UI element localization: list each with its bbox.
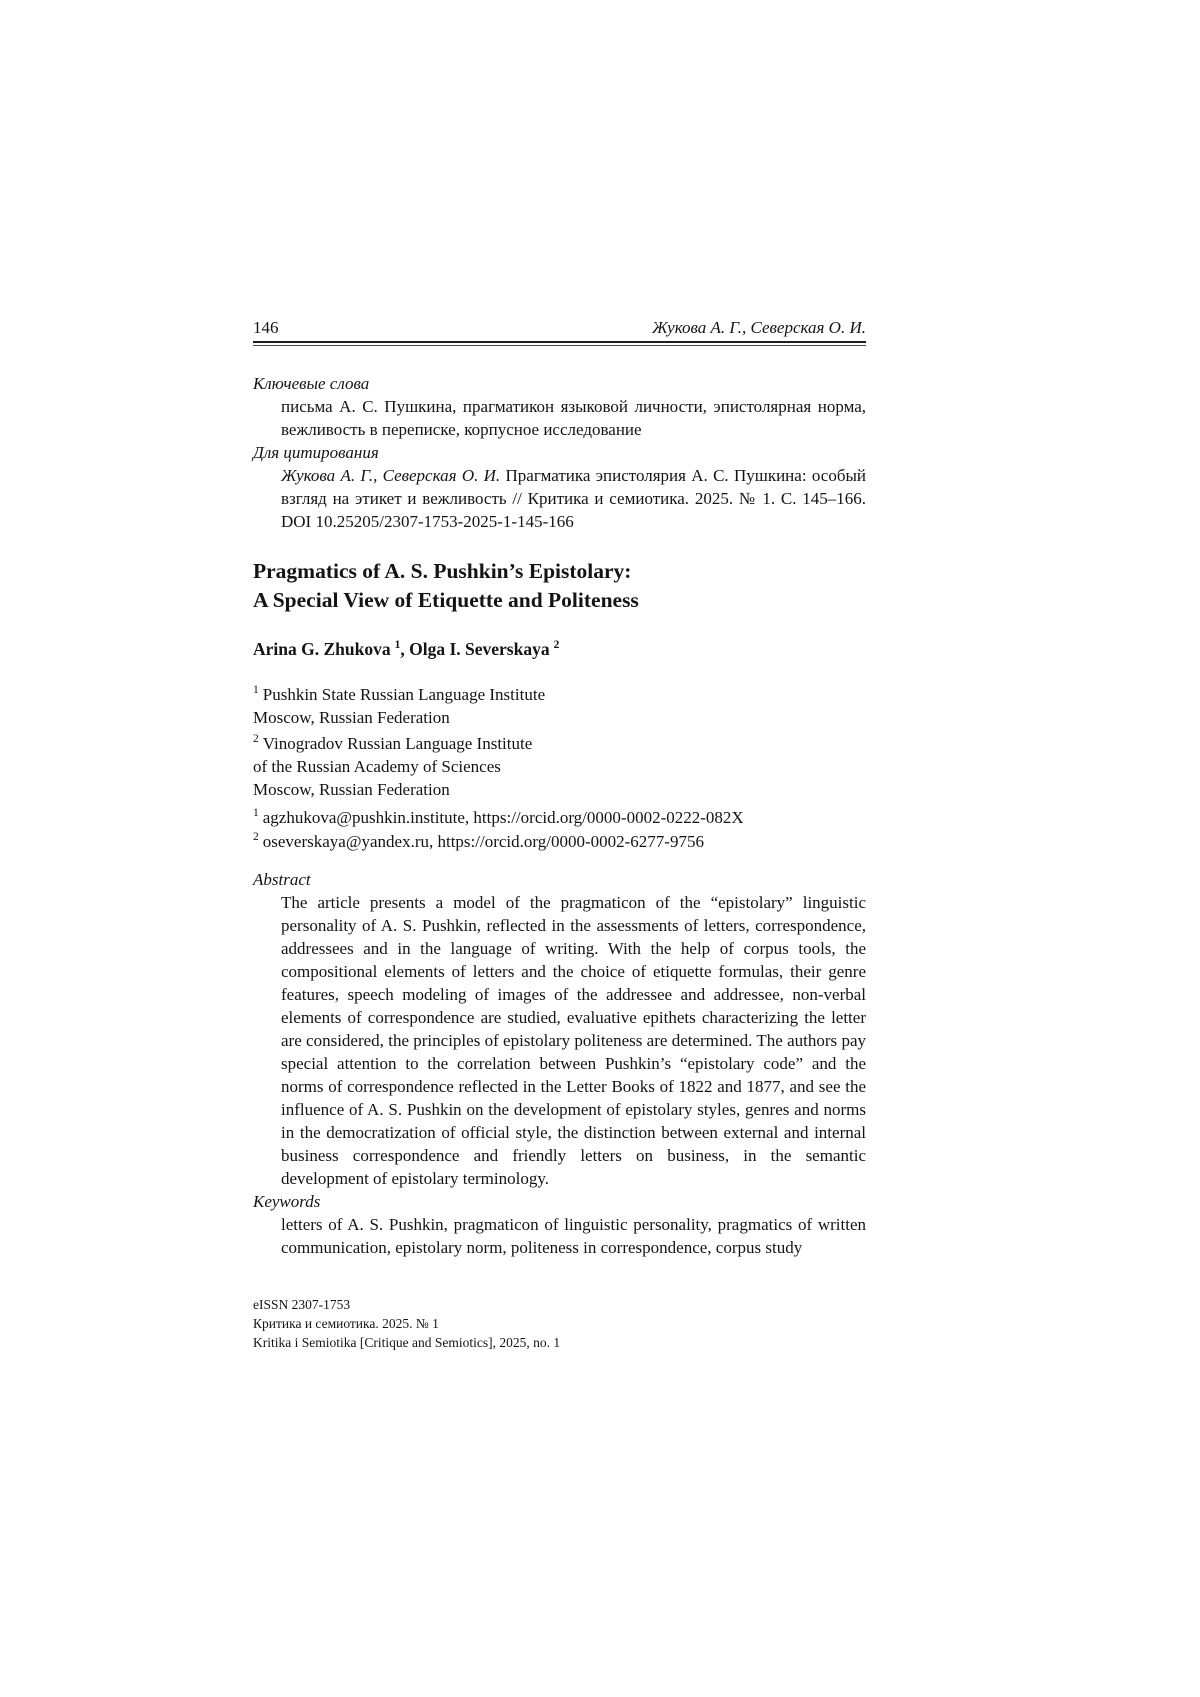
page-content [253, 318, 866, 1259]
affiliation-1-institute: Pushkin State Russian Language Institute [262, 685, 546, 704]
author-1-email[interactable]: agzhukova@pushkin.institute [262, 808, 465, 827]
affiliation-line [253, 778, 866, 801]
contact-line [253, 806, 866, 830]
keywords-ru-label: Ключевые слова [253, 374, 370, 393]
journal-footer [253, 1295, 866, 1352]
citation-label: Для цитирования [253, 443, 379, 462]
abstract-text: The article presents a model of the pragmaticon of the “epistolary” linguistic personality of A. S. Pushkin, reflected in the assessments of letters, correspondence, addressees and in the language of writing. With the help of corpus tools, the compositional elements of letters and the choice of etiquette formulas, their genre features, speech modeling of images of the addressee and addressee, non-verbal elements of correspondence are studied, evaluative epithets characterizing the letter are considered, the principles of epistolary politeness are determined. The authors pay special attention to the correlation between Pushkin’s “epistolary code” and the norms of correspondence reflected in the Letter Books of 1822 and 1877, and see the influence of A. S. Pushkin on the development of epistolary styles, genres and norms in the democratization of official style, the distinction between external and internal business correspondence and friendly letters on business, in the semantic development of epistolary terminology. [281, 893, 866, 1188]
abstract-label: Abstract [253, 870, 311, 889]
keywords-ru-text: письма А. С. Пушкина, прагматикон языковой личности, эпистолярная норма, вежливость в переписке, корпусное исследование [281, 397, 866, 439]
author-contacts [253, 806, 866, 854]
citation-authors: Жукова А. Г., Северская О. И. [281, 466, 501, 485]
article-title [253, 557, 866, 615]
article-title-line-2: A Special View of Etiquette and Politeness [253, 588, 639, 612]
contact-line [253, 830, 866, 854]
affiliations [253, 683, 866, 854]
affiliation-1-marker: 1 [253, 684, 259, 697]
affiliation-line [253, 706, 866, 729]
contact-1-marker: 1 [253, 807, 259, 820]
affiliation-2-institute-cont: of the Russian Academy of Sciences [253, 757, 501, 776]
affiliation-2-city: Moscow, Russian Federation [253, 780, 450, 799]
affiliation-1 [253, 683, 866, 729]
affiliation-line [253, 683, 866, 706]
author-2-orcid-url[interactable]: https://orcid.org/0000-0002-6277-9756 [437, 832, 704, 851]
affiliation-line [253, 732, 866, 755]
footer-journal-ru: Критика и семиотика. 2025. № 1 [253, 1316, 439, 1331]
citation-body: Прагматика эпистолярия А. С. Пушкина: особый взгляд на этикет и вежливость // Критика и семиотика. 2025. № 1. С. 145–166. DOI 10.25205/2307-1753-2025-1-145-166 [281, 466, 866, 531]
article-title-line-1: Pragmatics of A. S. Pushkin’s Epistolary: [253, 559, 632, 583]
author-2-name: Olga I. Severskaya [409, 639, 550, 659]
russian-front-matter [253, 372, 866, 533]
footer-eissn: eISSN 2307-1753 [253, 1297, 351, 1312]
running-head [253, 318, 866, 338]
contact-2-marker: 2 [253, 831, 259, 844]
abstract-section [253, 868, 866, 1259]
affiliation-2-marker: 2 [253, 733, 259, 746]
header-rule [253, 341, 866, 346]
author-2-affiliation-marker: 2 [553, 639, 560, 652]
affiliation-2 [253, 732, 866, 801]
keywords-en-text: letters of A. S. Pushkin, pragmaticon of linguistic personality, pragmatics of written communication, epistolary norm, politeness in correspondence, corpus study [281, 1215, 866, 1257]
author-2-email[interactable]: oseverskaya@yandex.ru [262, 832, 429, 851]
contact-separator: , [428, 832, 438, 851]
footer-journal-en: Kritika i Semiotika [Critique and Semiotics], 2025, no. 1 [253, 1335, 561, 1350]
author-1-orcid-url[interactable]: https://orcid.org/0000-0002-0222-082X [473, 808, 744, 827]
keywords-en-label: Keywords [253, 1192, 321, 1211]
page-number: 146 [253, 318, 279, 337]
running-head-authors: Жукова А. Г., Северская О. И. [652, 318, 866, 337]
affiliation-1-city: Moscow, Russian Federation [253, 708, 450, 727]
citation-paragraph [253, 464, 866, 533]
affiliation-2-institute: Vinogradov Russian Language Institute [262, 734, 533, 753]
authors-separator: , [400, 639, 410, 659]
author-1-name: Arina G. Zhukova [253, 639, 391, 659]
authors-line [253, 637, 866, 661]
author-1-affiliation-marker: 1 [394, 639, 401, 652]
contact-separator: , [464, 808, 474, 827]
affiliation-line [253, 755, 866, 778]
